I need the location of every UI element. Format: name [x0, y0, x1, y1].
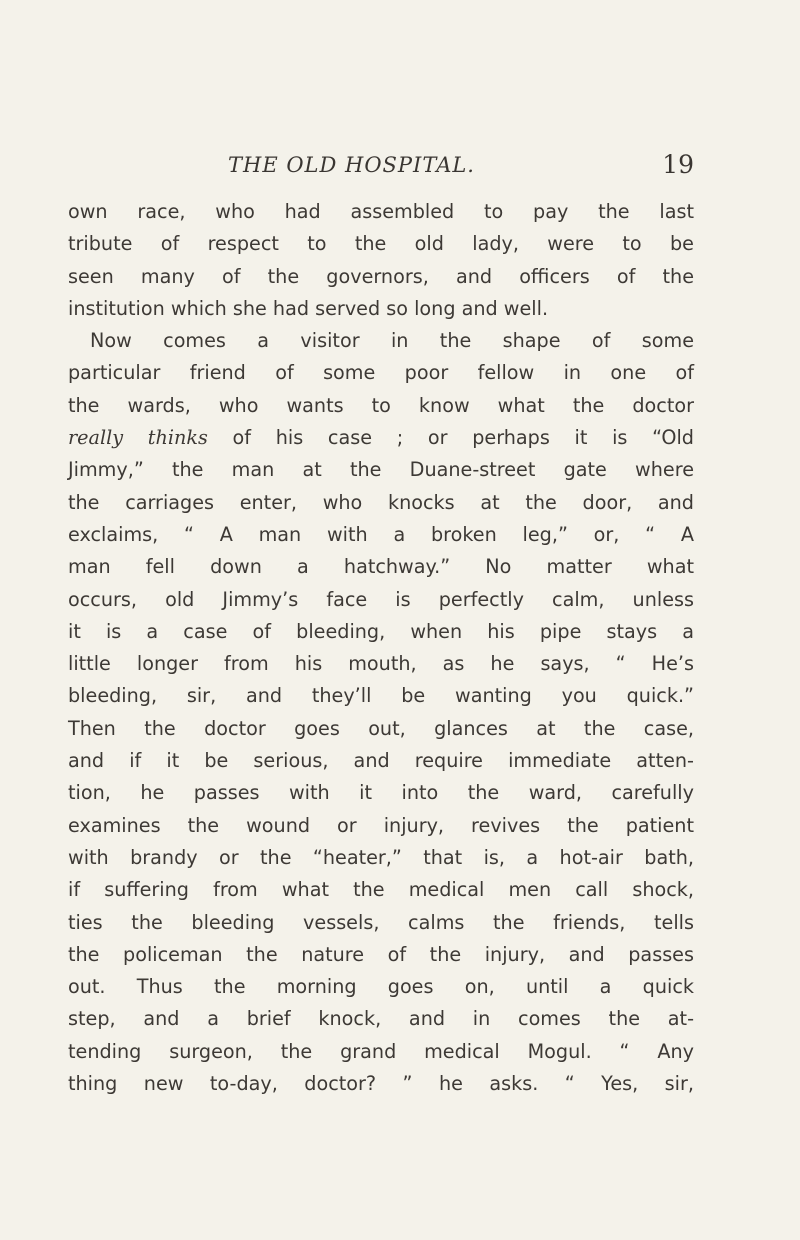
text-line: the carriages enter, who knocks at the door, and [68, 490, 694, 514]
text-line: particular friend of some poor fellow in one of [68, 361, 694, 385]
text-line: step, and a brief knock, and in comes the at- [68, 1007, 694, 1031]
text-line: occurs, old Jimmy’s face is perfectly calm, unless [68, 587, 694, 611]
text-line: and if it be serious, and require immediate atten- [68, 749, 694, 773]
running-head [228, 150, 694, 183]
text-line: own race, who had assembled to pay the last [68, 200, 694, 223]
text-line: bleeding, sir, and they’ll be wanting you quick.” [68, 684, 694, 708]
text-line: Jimmy,” the man at the Duane-street gate where [68, 458, 694, 482]
text-line-with-italic [68, 422, 694, 454]
page-title: THE OLD HOSPITAL. [228, 153, 475, 177]
text-line: with brandy or the “heater,” that is, a hot-air bath, [68, 845, 694, 869]
italic-phrase: really thinks [68, 426, 208, 450]
text-line: the policeman the nature of the injury, and passes [68, 942, 694, 966]
text-line: seen many of the governors, and officers of the [68, 264, 694, 288]
text-line: tending surgeon, the grand medical Mogul. “ Any [68, 1039, 694, 1063]
text-line: exclaims, “ A man with a broken leg,” or, “ A [68, 522, 694, 546]
paragraph-start-line: Now comes a visitor in the shape of some [90, 329, 694, 353]
text-line: it is a case of bleeding, when his pipe stays a [68, 619, 694, 643]
text-line: thing new to-day, doctor? ” he asks. “ Yes, sir, [68, 1072, 694, 1096]
text-line: Then the doctor goes out, glances at the case, [68, 716, 694, 740]
text-line: out. Thus the morning goes on, until a quick [68, 975, 694, 999]
page-number: 19 [662, 150, 694, 179]
text-line: if suffering from what the medical men call shock, [68, 878, 694, 902]
body-text [68, 196, 694, 1100]
text-line: tribute of respect to the old lady, were to be [68, 232, 694, 256]
text-line-rest: of his case ; or perhaps it is “Old [232, 426, 694, 450]
text-line: man fell down a hatchway.” No matter what [68, 555, 694, 579]
text-line: little longer from his mouth, as he says, “ He’s [68, 652, 694, 676]
text-line: institution which she had served so long and well. [68, 296, 549, 320]
text-line: ties the bleeding vessels, calms the friends, tells [68, 910, 694, 934]
text-line: the wards, who wants to know what the doctor [68, 393, 694, 417]
text-line: tion, he passes with it into the ward, carefully [68, 781, 694, 805]
text-line: examines the wound or injury, revives the patient [68, 813, 694, 837]
